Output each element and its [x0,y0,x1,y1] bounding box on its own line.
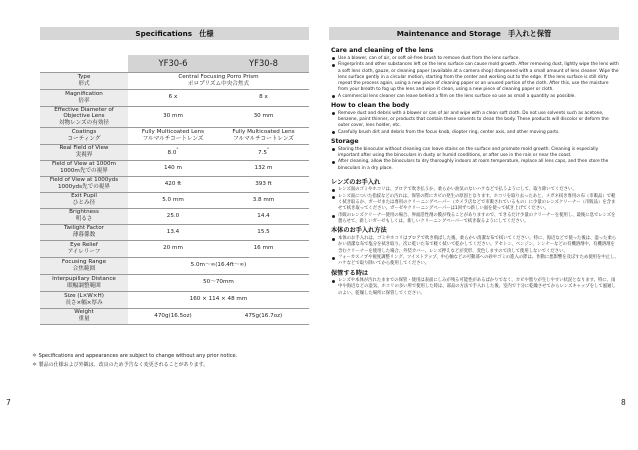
page-number-left: 7 [6,398,11,407]
spec-value-shared [128,274,309,291]
spec-value [218,160,309,176]
note-japanese: ＊ 製品の仕様および外観は、改良のため予告なく変更されることがあります。 [32,362,209,368]
spec-label-en: Focusing Range [61,258,107,265]
spec-value-text: 393 ft [255,180,272,187]
table-row [40,89,309,106]
table-row [40,176,309,192]
spec-label [40,274,128,291]
spec-label-en: Brightness [69,209,99,216]
spec-label [40,127,128,144]
table-row [40,106,309,127]
spec-value-text: 16 mm [253,245,274,252]
section-title: レンズのお手入れ [331,178,381,186]
table-row [40,72,309,89]
table-row [40,192,309,208]
spec-value-text: 5.0 mm [162,196,184,203]
spec-value-text: 15.5 [257,228,270,235]
bullet-item: Remove dust and debris with a blower or can of air and wipe with a clean soft cloth. Do not use solvents such as acetone, benzene, paint thinner, or products that contain these solvents to clean the body. These products will discolor or deform the outer cover, lens holder, etc. [331,111,619,130]
spec-value [218,176,309,192]
spec-value [218,240,309,257]
spec-value-text: 8.0 [167,150,177,157]
spec-label-jp: アイレリーフ [67,248,101,255]
bullet-item: レンズ面についた指紋などの汚れは、保管の際にカビの発生の原因となります。ホコリを取り去ったあと、メガネ拭き専用の布（市販品）で軽く拭き取るか、ガーゼまたは専用のクリーニングペーパー（カメラ店などで市販されているもの）に少量のレンズクリーナー（市販品）を含ませて拭き取ってください。ガーゼやクリーニングペーパーは1回ずつ新しい面を使って拭き上げてください。 [331,194,619,213]
spec-value-text: 30 mm [163,113,183,120]
spec-value-text: 470g(16.5oz) [154,312,192,319]
spec-value [128,192,218,208]
spec-value-text: 475g(16.7oz) [244,312,283,319]
spec-value-text: 7.5 [258,150,267,157]
spec-value-shared [128,257,309,274]
spec-label-jp: 対物レンズの有効径 [58,119,110,126]
spec-value [218,308,309,324]
spec-value-shared [128,72,309,89]
spec-label [40,106,128,127]
spec-value-line: 160 × 114 × 48 mm [189,296,248,303]
spec-value-text: 6 x [168,94,178,101]
right-page [319,0,638,450]
spec-label-jp: 明るさ [75,216,93,223]
table-row [40,274,309,291]
model-header-yf30-6: YF30-6 [128,55,218,72]
spec-value [218,89,309,106]
spec-label [40,160,128,176]
spec-label-en: Twilight Factor [64,225,104,232]
table-row [40,127,309,144]
table-row [40,240,309,257]
spec-label-en: Weight [74,309,94,316]
spec-value-text: 3.8 mm [252,196,275,203]
table-corner [40,55,128,72]
spec-label [40,240,128,257]
bullet-item: レンズや本体が汚れたままでの保管・使用は表面にしみが残る可能性があるばかりでなく、カビや曇りが生じやすい状況となります。特に、雨中や海辺などの湿気、ホコリの多い所で使用した時は、部品の方法で手入れした後、室内で十分に乾燥させてからレンズキャップをして風通しのよい、乾燥した場所に保管してください。 [331,278,619,297]
spec-value-line: フルマルチコートレンズ [233,135,294,142]
spec-notes [32,352,312,370]
spec-value-text: 13.4 [166,228,180,235]
maintenance-header: Maintenance and Storage 手入れと保管 [329,27,619,40]
spec-value-line: ポロプリズム中央合焦式 [187,80,250,87]
spec-value [128,240,218,257]
spec-value [128,144,218,160]
bullet-item: A commercial lens cleaner can leave behind a film on the lens surface so use as small a quantity as possible. [331,94,619,100]
spec-value [128,308,218,324]
bullet-item: レンズ面のゴミやホコリは、ブロアで吹き払うか、柔らかい油気のないハケなどで払うようにして、取り除いてください。 [331,187,619,193]
spec-label [40,224,128,240]
table-row [40,144,309,160]
spec-label-jp: 眼幅調整範囲 [67,282,101,289]
spec-label-en: Eye Relief [70,241,98,248]
bullet-item: Fingerprints and other substances left on the lens surface can cause mold growth. After removing dust, lightly wipe the lens with a soft lens cloth, gauze, or cleaning paper (available at a camera shop) dampened with a small amount of lens cleaner. Wipe the lens surface gently in a circular motion, starting from the center and working out to the edge. If the lens surface is still dirty repeat the process again, using a new piece of cleaning paper or an unused portion of the cloth. After this, use the moisture from your breath to fog up the lens and wipe it clean, using a new piece of cleaning paper or cloth. [331,62,619,93]
spec-value [218,208,309,224]
spec-label-jp: 1000m先での視界 [60,168,108,175]
spec-value [128,208,218,224]
spec-value [128,89,218,106]
degree-mark: ° [266,147,269,153]
spec-value [218,144,309,160]
spec-label [40,208,128,224]
section-title: 保管する時は [331,269,369,277]
spec-label-en: Coatings [71,128,97,135]
spec-label-en: Interpupillary Distance [52,275,116,282]
bullet-item: Storing the binocular without cleaning can leave stains on the surface and promote mold growth. Cleaning is especially important after using the binoculars in dusty or humid conditions, or after use in the rain or near the coast. [331,147,619,159]
bullet-item: Carefully brush dirt and debris from the focus knob, diopter ring, center axis, and other moving parts. [331,130,619,136]
spec-label-jp: 実視界 [75,152,93,159]
spec-value-text: 8 x [259,94,268,101]
spec-label-jp: 長さ×幅×厚み [65,299,103,306]
spec-value-line: 5.0m～∞(16.4ft～∞) [190,262,247,269]
spec-value [218,127,309,144]
bullet-item: 本体のお手入れは、ゴミやホコリはブロアで吹き飛ばした後、柔らかい清潔な布で拭いてください。特に、海辺などで使った後は、湿った柔らかい清潔な布で塩分を拭き取り、次に乾いた布で軽く拭いて乾かしてください。アセトン、ベンジン、シンナーなどの有機溶剤や、有機溶剤を含むクリーナーを使用した場合、外装カバー、レンズ押えなどが変形、変色しますので決して使用しないでください。 [331,236,619,255]
spec-label-en: Type [77,73,91,80]
spec-value-text: 420 ft [164,180,182,187]
spec-value-text: 14.4 [257,212,270,219]
table-row [40,291,309,308]
spec-value-text: 30 mm [253,113,274,120]
maintenance-content [331,48,619,297]
spec-value [128,176,218,192]
table-row [40,257,309,274]
spec-label [40,257,128,274]
spec-value [128,106,218,127]
table-row [40,224,309,240]
spec-label-jp: 1000yds先での視界 [58,184,110,191]
spec-value-text: 20 mm [163,245,183,252]
table-row [40,160,309,176]
spec-label-en: Size (L×W×H) [64,292,104,299]
spec-value [128,224,218,240]
spec-label [40,144,128,160]
specifications-header: Specifications 仕様 [40,27,309,40]
specifications-table [40,55,309,325]
section-title: 本体のお手入れ方法 [331,227,387,235]
spec-value-shared [128,291,309,308]
spec-label-en: Exit Pupil [71,193,97,200]
spec-value [218,224,309,240]
section-title: Care and cleaning of the lens [331,47,434,54]
bullet-item: 市販のレンズクリーナー使用の場合、界面活性剤の膜が残ることがありますので、できるだけ少量のクリーナーを使用し、最後に息でレンズを曇らせて、新しいガーゼもしくは、新しいクリーニングペーパーで拭き取るようにしてください。 [331,213,619,225]
spec-label [40,192,128,208]
spec-label [40,89,128,106]
table-row [40,208,309,224]
spec-value-line: Fully Multicoated Lens [141,128,205,135]
spec-label [40,308,128,324]
spec-value-text: 132 m [254,164,273,171]
note-english: ＊ Specifications and appearances are subject to change without any prior notice. [32,353,238,359]
spec-value-text: 140 m [164,164,182,171]
spec-label-jp: 形式 [78,80,90,87]
spec-label [40,291,128,308]
bullet-item: フォーカスノブや視度調整リング、ツイストアップ、中心軸などの可動部への砂やゴミの進入の際は、作動に悪影響を及ぼすため使用を中止し、ハケなどで取り除いてから使用してください。 [331,255,619,267]
spec-value [128,127,218,144]
spec-value [218,106,309,127]
spec-label-en: Effective Diameter of Objective Lens [54,106,114,120]
spec-value-line: フルマルチコートレンズ [142,135,204,142]
table-row [40,308,309,324]
page-number-right: 8 [621,398,626,407]
spec-value-text: 25.0 [166,212,180,219]
degree-mark: ° [176,147,179,153]
bullet-item: After cleaning, allow the binoculars to dry thoroughly indoors at room temperature, replace all lens caps, and then store the binoculars in a dry place. [331,159,619,171]
spec-value [128,160,218,176]
spec-value-line: Central Focusing Porro Prism [178,73,259,80]
spec-label-jp: ひとみ径 [72,200,96,207]
spec-label-en: Real Field of View [59,145,109,152]
spec-label-jp: 重量 [78,316,90,323]
spec-label [40,72,128,89]
section-title: Storage [331,137,359,145]
spec-value-line: Fully Multicoated Lens [232,128,295,135]
bullet-item: Use a blower, can of air, or soft oil-free brush to remove dust from the lens surface. [331,56,619,62]
section-title: How to clean the body [331,101,410,109]
spec-label-en: Magnification [65,90,103,97]
spec-value [218,192,309,208]
model-header-yf30-8: YF30-8 [218,55,309,72]
spec-label [40,176,128,192]
spec-label-jp: コーティング [67,135,101,142]
spec-label-jp: 薄暮係数 [72,232,96,239]
spec-label-en: Field of View at 1000yds [49,177,119,184]
spec-label-jp: 倍率 [78,97,90,104]
spec-label-en: Field of View at 1000m [52,161,116,168]
spec-value-line: 50～70mm [203,279,234,286]
spec-label-jp: 合焦範囲 [72,265,96,272]
